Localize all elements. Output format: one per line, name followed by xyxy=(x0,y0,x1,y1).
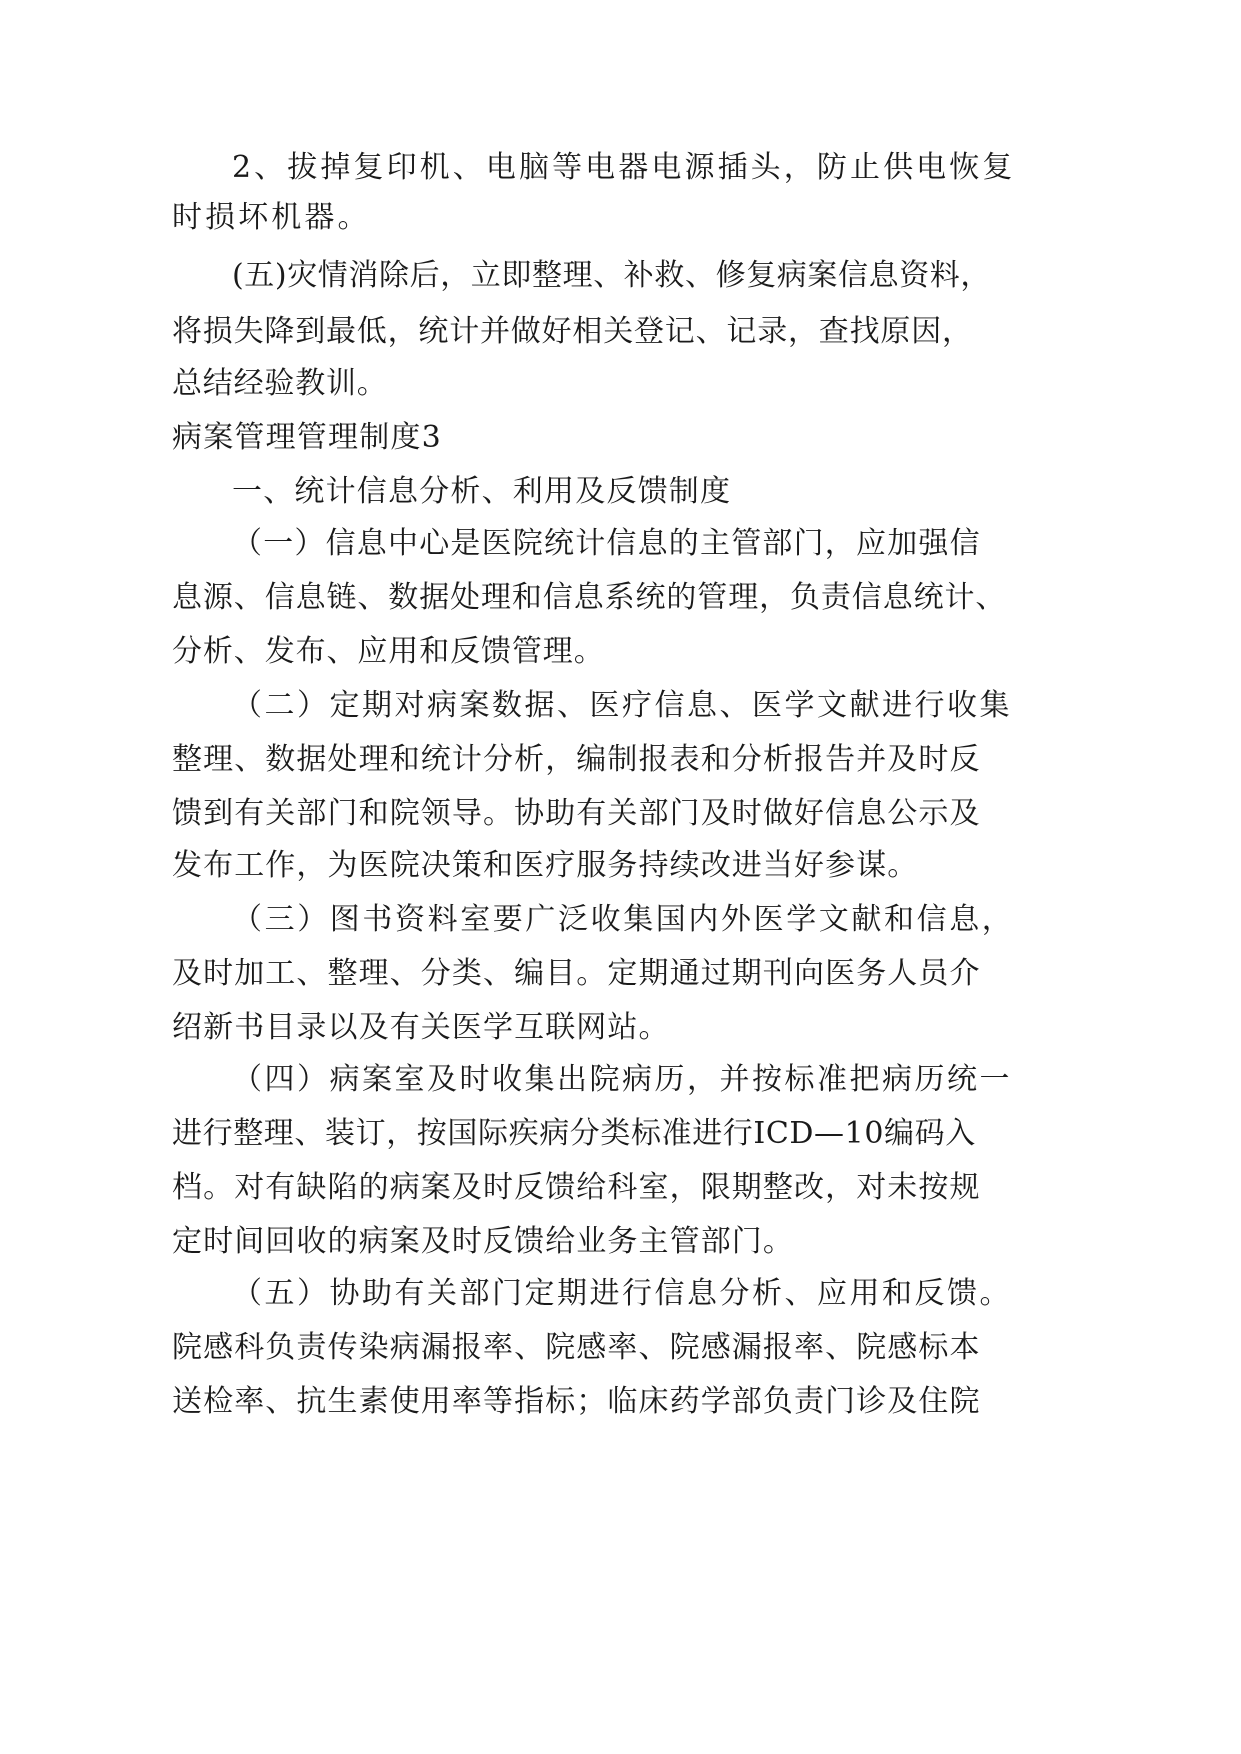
body-line-23: 院感科负责传染病漏报率、院感率、院感漏报率、院感标本 xyxy=(172,1330,981,1365)
body-line-17: 绍新书目录以及有关医学互联网站。 xyxy=(172,1010,670,1045)
subsection-heading: 一、统计信息分析、利用及反馈制度 xyxy=(232,474,732,509)
body-line-19: 进行整理、装订，按国际疾病分类标准进行ICD—10编码入 xyxy=(172,1116,976,1151)
body-line-20: 档。对有缺陷的病案及时反馈给科室，限期整改，对未按规 xyxy=(172,1170,981,1205)
body-line-4: 将损失降到最低，统计并做好相关登记、记录，查找原因， xyxy=(172,314,973,349)
body-line-21: 定时间回收的病案及时反馈给业务主管部门。 xyxy=(172,1224,794,1259)
body-line-24: 送检率、抗生素使用率等指标；临床药学部负责门诊及住院 xyxy=(172,1384,981,1419)
body-line-5: 总结经验教训。 xyxy=(172,366,388,401)
body-line-18: （四）病案室及时收集出院病历，并按标准把病历统一 xyxy=(232,1062,1012,1097)
body-line-15: （三）图书资料室要广泛收集国内外医学文献和信息， xyxy=(232,902,1015,937)
body-line-8: （一）信息中心是医院统计信息的主管部门，应加强信 xyxy=(232,526,981,561)
body-line-2: 时损坏机器。 xyxy=(172,200,371,235)
body-line-11: （二）定期对病案数据、医疗信息、医学文献进行收集 xyxy=(232,688,1012,723)
body-line-13: 馈到有关部门和院领导。协助有关部门及时做好信息公示及 xyxy=(172,796,981,831)
body-line-16: 及时加工、整理、分类、编目。定期通过期刊向医务人员介 xyxy=(172,956,981,991)
body-line-1: 2、拔掉复印机、电脑等电器电源插头，防止供电恢复 xyxy=(232,150,1016,185)
body-line-12: 整理、数据处理和统计分析，编制报表和分析报告并及时反 xyxy=(172,742,981,777)
body-line-22: （五）协助有关部门定期进行信息分析、应用和反馈。 xyxy=(232,1276,1012,1311)
body-line-3: (五)灾情消除后，立即整理、补救、修复病案信息资料， xyxy=(232,258,992,293)
section-heading: 病案管理管理制度3 xyxy=(172,420,442,455)
body-line-14: 发布工作，为医院决策和医疗服务持续改进当好参谋。 xyxy=(172,848,919,883)
body-line-9: 息源、信息链、数据处理和信息系统的管理，负责信息统计、 xyxy=(172,580,1007,615)
body-line-10: 分析、发布、应用和反馈管理。 xyxy=(172,634,605,669)
